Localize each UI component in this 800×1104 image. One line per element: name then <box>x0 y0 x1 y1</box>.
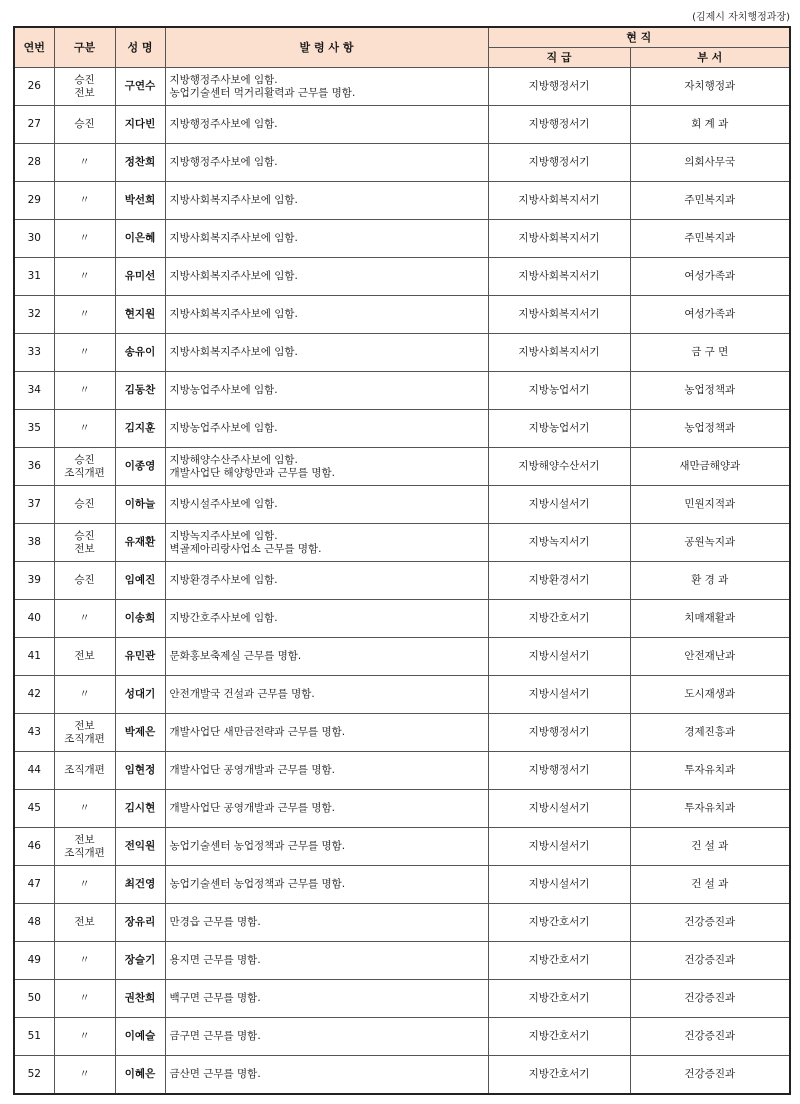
row-dept: 건강증진과 <box>630 1056 790 1094</box>
row-grade: 지방간호서기 <box>488 600 630 638</box>
table-row <box>14 790 790 828</box>
row-category: 〃 <box>54 600 115 638</box>
header-category: 구분 <box>54 27 115 68</box>
row-action: 농업기술센터 농업정책과 근무를 명함. <box>165 828 488 866</box>
row-action: 지방사회복지주사보에 임함. <box>165 296 488 334</box>
row-grade: 지방농업서기 <box>488 410 630 448</box>
row-grade: 지방환경서기 <box>488 562 630 600</box>
row-action: 개발사업단 공영개발과 근무를 명함. <box>165 790 488 828</box>
row-name: 이예슬 <box>115 1018 165 1056</box>
table-row <box>14 562 790 600</box>
row-action: 지방행정주사보에 임함. <box>165 144 488 182</box>
row-category: 전보 조직개편 <box>54 828 115 866</box>
table-row <box>14 524 790 562</box>
table-row <box>14 1018 790 1056</box>
row-category: 〃 <box>54 372 115 410</box>
row-action: 지방환경주사보에 임함. <box>165 562 488 600</box>
table-row <box>14 828 790 866</box>
row-dept: 건강증진과 <box>630 904 790 942</box>
row-number: 30 <box>14 220 54 258</box>
row-grade: 지방행정서기 <box>488 68 630 106</box>
row-grade: 지방시설서기 <box>488 486 630 524</box>
row-grade: 지방사회복지서기 <box>488 220 630 258</box>
row-number: 29 <box>14 182 54 220</box>
row-number: 47 <box>14 866 54 904</box>
row-number: 50 <box>14 980 54 1018</box>
row-name: 최건영 <box>115 866 165 904</box>
row-name: 임현정 <box>115 752 165 790</box>
row-category: 〃 <box>54 258 115 296</box>
row-name: 임예진 <box>115 562 165 600</box>
row-number: 37 <box>14 486 54 524</box>
row-action: 지방행정주사보에 임함. 농업기술센터 먹거리활력과 근무를 명함. <box>165 68 488 106</box>
row-action: 지방사회복지주사보에 임함. <box>165 220 488 258</box>
row-dept: 건 설 과 <box>630 866 790 904</box>
row-category: 승진 조직개편 <box>54 448 115 486</box>
table-body <box>14 68 790 1094</box>
row-category: 〃 <box>54 1056 115 1094</box>
row-number: 52 <box>14 1056 54 1094</box>
row-name: 김시현 <box>115 790 165 828</box>
row-grade: 지방간호서기 <box>488 942 630 980</box>
row-grade: 지방행정서기 <box>488 106 630 144</box>
row-category: 〃 <box>54 144 115 182</box>
row-name: 전익원 <box>115 828 165 866</box>
row-category: 승진 <box>54 106 115 144</box>
table-row <box>14 1056 790 1094</box>
row-action: 지방녹지주사보에 임함. 벽골제아리랑사업소 근무를 명함. <box>165 524 488 562</box>
row-action: 금산면 근무를 명함. <box>165 1056 488 1094</box>
header-no: 연번 <box>14 27 54 68</box>
row-grade: 지방해양수산서기 <box>488 448 630 486</box>
row-action: 지방행정주사보에 임함. <box>165 106 488 144</box>
personnel-table <box>13 26 791 1095</box>
row-dept: 자치행정과 <box>630 68 790 106</box>
header-current: 현 직 <box>488 27 790 48</box>
row-action: 개발사업단 새만금전략과 근무를 명함. <box>165 714 488 752</box>
row-category: 전보 <box>54 638 115 676</box>
row-name: 유미선 <box>115 258 165 296</box>
row-name: 이하늘 <box>115 486 165 524</box>
header-grade: 직 급 <box>488 48 630 68</box>
row-dept: 새만금해양과 <box>630 448 790 486</box>
row-action: 지방농업주사보에 임함. <box>165 372 488 410</box>
header-dept: 부 서 <box>630 48 790 68</box>
row-grade: 지방간호서기 <box>488 980 630 1018</box>
row-category: 〃 <box>54 980 115 1018</box>
table-row <box>14 296 790 334</box>
row-number: 40 <box>14 600 54 638</box>
row-number: 31 <box>14 258 54 296</box>
table-row <box>14 980 790 1018</box>
row-name: 박선희 <box>115 182 165 220</box>
row-dept: 의회사무국 <box>630 144 790 182</box>
row-dept: 금 구 면 <box>630 334 790 372</box>
row-action: 지방사회복지주사보에 임함. <box>165 334 488 372</box>
row-dept: 투자유치과 <box>630 790 790 828</box>
row-category: 〃 <box>54 1018 115 1056</box>
table-row <box>14 182 790 220</box>
row-name: 송유이 <box>115 334 165 372</box>
row-dept: 민원지적과 <box>630 486 790 524</box>
row-grade: 지방시설서기 <box>488 790 630 828</box>
row-number: 51 <box>14 1018 54 1056</box>
row-dept: 치매재활과 <box>630 600 790 638</box>
row-name: 유재환 <box>115 524 165 562</box>
row-category: 전보 조직개편 <box>54 714 115 752</box>
row-grade: 지방사회복지서기 <box>488 182 630 220</box>
row-grade: 지방시설서기 <box>488 676 630 714</box>
row-name: 김지훈 <box>115 410 165 448</box>
row-action: 지방사회복지주사보에 임함. <box>165 258 488 296</box>
row-action: 문화홍보축제실 근무를 명함. <box>165 638 488 676</box>
row-number: 42 <box>14 676 54 714</box>
row-number: 28 <box>14 144 54 182</box>
row-number: 45 <box>14 790 54 828</box>
row-name: 유민관 <box>115 638 165 676</box>
table-row <box>14 410 790 448</box>
row-name: 이은혜 <box>115 220 165 258</box>
row-name: 장유리 <box>115 904 165 942</box>
table-row <box>14 486 790 524</box>
row-category: 〃 <box>54 296 115 334</box>
row-action: 백구면 근무를 명함. <box>165 980 488 1018</box>
row-action: 지방시설주사보에 임함. <box>165 486 488 524</box>
table-row <box>14 942 790 980</box>
row-action: 농업기술센터 농업정책과 근무를 명함. <box>165 866 488 904</box>
row-name: 김동찬 <box>115 372 165 410</box>
row-grade: 지방농업서기 <box>488 372 630 410</box>
row-action: 안전개발국 건설과 근무를 명함. <box>165 676 488 714</box>
row-action: 금구면 근무를 명함. <box>165 1018 488 1056</box>
table-row <box>14 258 790 296</box>
row-name: 지다빈 <box>115 106 165 144</box>
row-category: 승진 전보 <box>54 524 115 562</box>
table-row <box>14 144 790 182</box>
row-action: 지방사회복지주사보에 임함. <box>165 182 488 220</box>
row-dept: 주민복지과 <box>630 182 790 220</box>
row-name: 구연수 <box>115 68 165 106</box>
row-category: 조직개편 <box>54 752 115 790</box>
row-category: 〃 <box>54 182 115 220</box>
table-row <box>14 220 790 258</box>
row-grade: 지방사회복지서기 <box>488 334 630 372</box>
table-row <box>14 106 790 144</box>
row-number: 34 <box>14 372 54 410</box>
row-name: 성대기 <box>115 676 165 714</box>
row-grade: 지방녹지서기 <box>488 524 630 562</box>
row-category: 전보 <box>54 904 115 942</box>
table-row <box>14 68 790 106</box>
header-action: 발 령 사 항 <box>165 27 488 68</box>
row-action: 지방해양수산주사보에 임함. 개발사업단 해양항만과 근무를 명함. <box>165 448 488 486</box>
row-number: 41 <box>14 638 54 676</box>
table-row <box>14 752 790 790</box>
row-category: 〃 <box>54 866 115 904</box>
row-dept: 투자유치과 <box>630 752 790 790</box>
table-row <box>14 448 790 486</box>
row-dept: 농업정책과 <box>630 410 790 448</box>
row-number: 27 <box>14 106 54 144</box>
row-action: 지방농업주사보에 임함. <box>165 410 488 448</box>
table-row <box>14 714 790 752</box>
row-name: 권찬희 <box>115 980 165 1018</box>
row-number: 43 <box>14 714 54 752</box>
table-row <box>14 334 790 372</box>
table-row <box>14 904 790 942</box>
row-grade: 지방시설서기 <box>488 828 630 866</box>
row-grade: 지방행정서기 <box>488 144 630 182</box>
row-name: 이송희 <box>115 600 165 638</box>
row-action: 만경읍 근무를 명함. <box>165 904 488 942</box>
row-number: 32 <box>14 296 54 334</box>
row-dept: 건 설 과 <box>630 828 790 866</box>
row-number: 38 <box>14 524 54 562</box>
row-dept: 도시재생과 <box>630 676 790 714</box>
row-category: 승진 <box>54 486 115 524</box>
row-grade: 지방시설서기 <box>488 638 630 676</box>
row-name: 정찬희 <box>115 144 165 182</box>
row-dept: 공원녹지과 <box>630 524 790 562</box>
row-grade: 지방간호서기 <box>488 1018 630 1056</box>
row-category: 〃 <box>54 790 115 828</box>
row-dept: 주민복지과 <box>630 220 790 258</box>
row-number: 39 <box>14 562 54 600</box>
row-dept: 여성가족과 <box>630 296 790 334</box>
table-row <box>14 638 790 676</box>
row-number: 46 <box>14 828 54 866</box>
row-grade: 지방사회복지서기 <box>488 258 630 296</box>
row-number: 36 <box>14 448 54 486</box>
row-grade: 지방시설서기 <box>488 866 630 904</box>
row-dept: 건강증진과 <box>630 980 790 1018</box>
row-grade: 지방행정서기 <box>488 714 630 752</box>
row-name: 박제은 <box>115 714 165 752</box>
row-name: 장슬기 <box>115 942 165 980</box>
row-name: 이종영 <box>115 448 165 486</box>
row-name: 현지원 <box>115 296 165 334</box>
row-number: 44 <box>14 752 54 790</box>
row-category: 〃 <box>54 410 115 448</box>
row-grade: 지방간호서기 <box>488 904 630 942</box>
row-grade: 지방간호서기 <box>488 1056 630 1094</box>
row-number: 26 <box>14 68 54 106</box>
row-number: 49 <box>14 942 54 980</box>
row-category: 〃 <box>54 942 115 980</box>
row-grade: 지방행정서기 <box>488 752 630 790</box>
row-grade: 지방사회복지서기 <box>488 296 630 334</box>
row-dept: 환 경 과 <box>630 562 790 600</box>
table-row <box>14 372 790 410</box>
row-category: 〃 <box>54 334 115 372</box>
row-number: 33 <box>14 334 54 372</box>
row-dept: 여성가족과 <box>630 258 790 296</box>
row-dept: 안전재난과 <box>630 638 790 676</box>
row-dept: 농업정책과 <box>630 372 790 410</box>
header-name: 성 명 <box>115 27 165 68</box>
row-action: 지방간호주사보에 임함. <box>165 600 488 638</box>
row-dept: 회 계 과 <box>630 106 790 144</box>
row-category: 승진 전보 <box>54 68 115 106</box>
row-category: 승진 <box>54 562 115 600</box>
row-dept: 건강증진과 <box>630 942 790 980</box>
table-row <box>14 676 790 714</box>
row-dept: 경제진흥과 <box>630 714 790 752</box>
row-category: 〃 <box>54 676 115 714</box>
row-dept: 건강증진과 <box>630 1018 790 1056</box>
source-note: (김제시 자치행정과장) <box>692 12 790 23</box>
table-row <box>14 866 790 904</box>
row-action: 개발사업단 공영개발과 근무를 명함. <box>165 752 488 790</box>
row-number: 35 <box>14 410 54 448</box>
row-action: 용지면 근무를 명함. <box>165 942 488 980</box>
row-number: 48 <box>14 904 54 942</box>
row-name: 이혜은 <box>115 1056 165 1094</box>
table-row <box>14 600 790 638</box>
row-category: 〃 <box>54 220 115 258</box>
